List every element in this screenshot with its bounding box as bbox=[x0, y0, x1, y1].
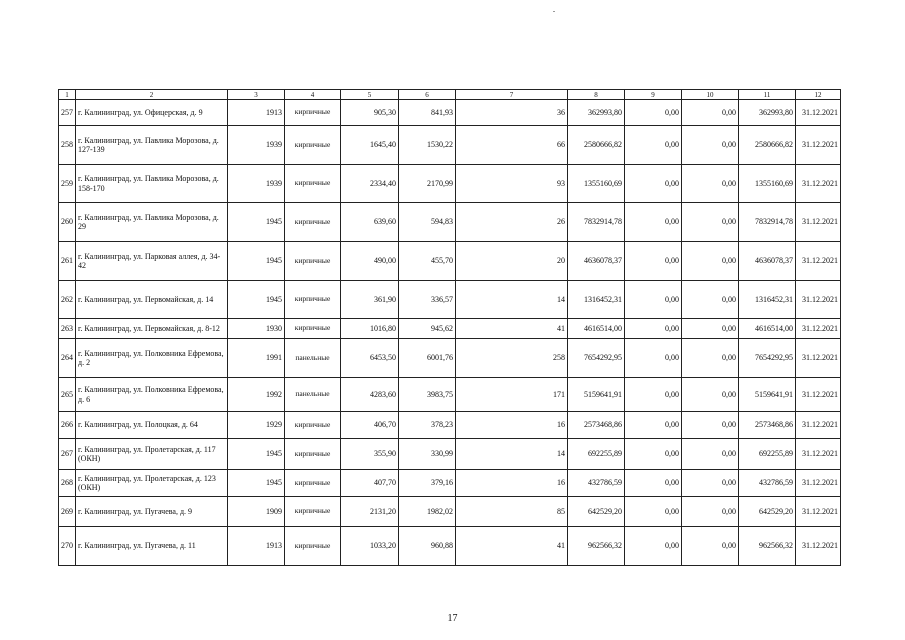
c11-cell: 5159641,91 bbox=[739, 378, 796, 412]
c11-cell: 4616514,00 bbox=[739, 319, 796, 339]
c6-cell: 455,70 bbox=[399, 242, 456, 281]
table-row bbox=[59, 126, 841, 165]
wall-material-cell: панельные bbox=[285, 378, 341, 412]
scan-speck bbox=[553, 11, 555, 12]
wall-material-cell: кирпичные bbox=[285, 470, 341, 497]
col-header: 1 bbox=[59, 90, 76, 100]
c8-cell: 4636078,37 bbox=[568, 242, 625, 281]
address-cell: г. Калининград, ул. Пугачева, д. 11 bbox=[76, 527, 228, 566]
c10-cell: 0,00 bbox=[682, 470, 739, 497]
row-number: 266 bbox=[59, 412, 76, 439]
date-cell: 31.12.2021 bbox=[796, 100, 841, 126]
c8-cell: 2580666,82 bbox=[568, 126, 625, 165]
c8-cell: 1316452,31 bbox=[568, 281, 625, 319]
table-row bbox=[59, 165, 841, 203]
row-number: 268 bbox=[59, 470, 76, 497]
c7-cell: 14 bbox=[456, 281, 568, 319]
c6-cell: 960,88 bbox=[399, 527, 456, 566]
wall-material-cell: кирпичные bbox=[285, 203, 341, 242]
table-row bbox=[59, 378, 841, 412]
year-cell: 1945 bbox=[228, 439, 285, 470]
c8-cell: 7832914,78 bbox=[568, 203, 625, 242]
wall-material-cell: кирпичные bbox=[285, 412, 341, 439]
year-cell: 1945 bbox=[228, 242, 285, 281]
address-cell: г. Калининград, ул. Пролетарская, д. 117 (ОКН) bbox=[76, 439, 228, 470]
c9-cell: 0,00 bbox=[625, 165, 682, 203]
c6-cell: 330,99 bbox=[399, 439, 456, 470]
c5-cell: 905,30 bbox=[341, 100, 399, 126]
c8-cell: 692255,89 bbox=[568, 439, 625, 470]
col-header: 2 bbox=[76, 90, 228, 100]
c5-cell: 361,90 bbox=[341, 281, 399, 319]
c7-cell: 258 bbox=[456, 339, 568, 378]
housing-register-table bbox=[58, 89, 841, 566]
year-cell: 1945 bbox=[228, 203, 285, 242]
address-cell: г. Калининград, ул. Пролетарская, д. 123 (ОКН) bbox=[76, 470, 228, 497]
col-header: 3 bbox=[228, 90, 285, 100]
c7-cell: 14 bbox=[456, 439, 568, 470]
address-cell: г. Калининград, ул. Офицерская, д. 9 bbox=[76, 100, 228, 126]
c11-cell: 7832914,78 bbox=[739, 203, 796, 242]
c5-cell: 490,00 bbox=[341, 242, 399, 281]
c5-cell: 407,70 bbox=[341, 470, 399, 497]
year-cell: 1945 bbox=[228, 281, 285, 319]
row-number: 257 bbox=[59, 100, 76, 126]
c6-cell: 379,16 bbox=[399, 470, 456, 497]
c5-cell: 4283,60 bbox=[341, 378, 399, 412]
year-cell: 1909 bbox=[228, 497, 285, 527]
c7-cell: 16 bbox=[456, 470, 568, 497]
c7-cell: 41 bbox=[456, 527, 568, 566]
address-cell: г. Калининград, ул. Павлика Морозова, д. 158-170 bbox=[76, 165, 228, 203]
col-header: 8 bbox=[568, 90, 625, 100]
c5-cell: 355,90 bbox=[341, 439, 399, 470]
c10-cell: 0,00 bbox=[682, 203, 739, 242]
c8-cell: 432786,59 bbox=[568, 470, 625, 497]
date-cell: 31.12.2021 bbox=[796, 126, 841, 165]
c11-cell: 1355160,69 bbox=[739, 165, 796, 203]
c8-cell: 362993,80 bbox=[568, 100, 625, 126]
c6-cell: 2170,99 bbox=[399, 165, 456, 203]
c7-cell: 85 bbox=[456, 497, 568, 527]
table-row bbox=[59, 281, 841, 319]
c10-cell: 0,00 bbox=[682, 100, 739, 126]
c5-cell: 1016,80 bbox=[341, 319, 399, 339]
c7-cell: 41 bbox=[456, 319, 568, 339]
page-number: 17 bbox=[447, 613, 458, 624]
wall-material-cell: панельные bbox=[285, 339, 341, 378]
date-cell: 31.12.2021 bbox=[796, 165, 841, 203]
c9-cell: 0,00 bbox=[625, 339, 682, 378]
c6-cell: 1530,22 bbox=[399, 126, 456, 165]
date-cell: 31.12.2021 bbox=[796, 378, 841, 412]
c9-cell: 0,00 bbox=[625, 412, 682, 439]
c9-cell: 0,00 bbox=[625, 281, 682, 319]
year-cell: 1945 bbox=[228, 470, 285, 497]
c11-cell: 362993,80 bbox=[739, 100, 796, 126]
table-row bbox=[59, 242, 841, 281]
c10-cell: 0,00 bbox=[682, 126, 739, 165]
c9-cell: 0,00 bbox=[625, 497, 682, 527]
date-cell: 31.12.2021 bbox=[796, 527, 841, 566]
c11-cell: 962566,32 bbox=[739, 527, 796, 566]
wall-material-cell: кирпичные bbox=[285, 281, 341, 319]
c9-cell: 0,00 bbox=[625, 100, 682, 126]
c9-cell: 0,00 bbox=[625, 242, 682, 281]
c10-cell: 0,00 bbox=[682, 281, 739, 319]
c9-cell: 0,00 bbox=[625, 439, 682, 470]
c8-cell: 2573468,86 bbox=[568, 412, 625, 439]
col-header: 9 bbox=[625, 90, 682, 100]
row-number: 267 bbox=[59, 439, 76, 470]
c11-cell: 4636078,37 bbox=[739, 242, 796, 281]
c7-cell: 36 bbox=[456, 100, 568, 126]
table-row bbox=[59, 319, 841, 339]
wall-material-cell: кирпичные bbox=[285, 319, 341, 339]
year-cell: 1992 bbox=[228, 378, 285, 412]
date-cell: 31.12.2021 bbox=[796, 203, 841, 242]
address-cell: г. Калининград, ул. Павлика Морозова, д. 127-139 bbox=[76, 126, 228, 165]
c7-cell: 171 bbox=[456, 378, 568, 412]
table-row bbox=[59, 100, 841, 126]
row-number: 262 bbox=[59, 281, 76, 319]
c7-cell: 66 bbox=[456, 126, 568, 165]
c10-cell: 0,00 bbox=[682, 439, 739, 470]
table-row bbox=[59, 527, 841, 566]
row-number: 265 bbox=[59, 378, 76, 412]
c7-cell: 16 bbox=[456, 412, 568, 439]
table-row bbox=[59, 203, 841, 242]
c6-cell: 1982,02 bbox=[399, 497, 456, 527]
c10-cell: 0,00 bbox=[682, 527, 739, 566]
c8-cell: 642529,20 bbox=[568, 497, 625, 527]
year-cell: 1929 bbox=[228, 412, 285, 439]
row-number: 261 bbox=[59, 242, 76, 281]
c7-cell: 93 bbox=[456, 165, 568, 203]
date-cell: 31.12.2021 bbox=[796, 439, 841, 470]
date-cell: 31.12.2021 bbox=[796, 497, 841, 527]
year-cell: 1939 bbox=[228, 165, 285, 203]
address-cell: г. Калининград, ул. Полоцкая, д. 64 bbox=[76, 412, 228, 439]
c6-cell: 378,23 bbox=[399, 412, 456, 439]
wall-material-cell: кирпичные bbox=[285, 439, 341, 470]
col-header: 7 bbox=[456, 90, 568, 100]
c7-cell: 20 bbox=[456, 242, 568, 281]
wall-material-cell: кирпичные bbox=[285, 242, 341, 281]
c8-cell: 7654292,95 bbox=[568, 339, 625, 378]
c11-cell: 2573468,86 bbox=[739, 412, 796, 439]
table-row bbox=[59, 497, 841, 527]
c6-cell: 3983,75 bbox=[399, 378, 456, 412]
year-cell: 1913 bbox=[228, 100, 285, 126]
c11-cell: 432786,59 bbox=[739, 470, 796, 497]
c9-cell: 0,00 bbox=[625, 203, 682, 242]
col-header: 5 bbox=[341, 90, 399, 100]
c7-cell: 26 bbox=[456, 203, 568, 242]
c9-cell: 0,00 bbox=[625, 378, 682, 412]
c9-cell: 0,00 bbox=[625, 470, 682, 497]
c6-cell: 945,62 bbox=[399, 319, 456, 339]
c5-cell: 1033,20 bbox=[341, 527, 399, 566]
wall-material-cell: кирпичные bbox=[285, 497, 341, 527]
c10-cell: 0,00 bbox=[682, 378, 739, 412]
year-cell: 1991 bbox=[228, 339, 285, 378]
row-number: 269 bbox=[59, 497, 76, 527]
c8-cell: 1355160,69 bbox=[568, 165, 625, 203]
address-cell: г. Калининград, ул. Полковника Ефремова, д. 6 bbox=[76, 378, 228, 412]
c10-cell: 0,00 bbox=[682, 242, 739, 281]
col-header: 6 bbox=[399, 90, 456, 100]
table-row bbox=[59, 412, 841, 439]
c5-cell: 406,70 bbox=[341, 412, 399, 439]
c10-cell: 0,00 bbox=[682, 165, 739, 203]
date-cell: 31.12.2021 bbox=[796, 470, 841, 497]
c8-cell: 5159641,91 bbox=[568, 378, 625, 412]
c5-cell: 6453,50 bbox=[341, 339, 399, 378]
c9-cell: 0,00 bbox=[625, 126, 682, 165]
row-number: 258 bbox=[59, 126, 76, 165]
date-cell: 31.12.2021 bbox=[796, 339, 841, 378]
address-cell: г. Калининград, ул. Павлика Морозова, д. 29 bbox=[76, 203, 228, 242]
year-cell: 1939 bbox=[228, 126, 285, 165]
row-number: 270 bbox=[59, 527, 76, 566]
date-cell: 31.12.2021 bbox=[796, 242, 841, 281]
c11-cell: 2580666,82 bbox=[739, 126, 796, 165]
address-cell: г. Калининград, ул. Первомайская, д. 14 bbox=[76, 281, 228, 319]
c6-cell: 594,83 bbox=[399, 203, 456, 242]
c9-cell: 0,00 bbox=[625, 527, 682, 566]
column-number-row bbox=[59, 90, 841, 100]
row-number: 263 bbox=[59, 319, 76, 339]
c11-cell: 692255,89 bbox=[739, 439, 796, 470]
c5-cell: 639,60 bbox=[341, 203, 399, 242]
wall-material-cell: кирпичные bbox=[285, 165, 341, 203]
c6-cell: 336,57 bbox=[399, 281, 456, 319]
c5-cell: 2131,20 bbox=[341, 497, 399, 527]
wall-material-cell: кирпичные bbox=[285, 527, 341, 566]
table-row bbox=[59, 339, 841, 378]
col-header: 4 bbox=[285, 90, 341, 100]
c8-cell: 962566,32 bbox=[568, 527, 625, 566]
wall-material-cell: кирпичные bbox=[285, 100, 341, 126]
c11-cell: 1316452,31 bbox=[739, 281, 796, 319]
year-cell: 1930 bbox=[228, 319, 285, 339]
date-cell: 31.12.2021 bbox=[796, 412, 841, 439]
row-number: 259 bbox=[59, 165, 76, 203]
address-cell: г. Калининград, ул. Первомайская, д. 8-12 bbox=[76, 319, 228, 339]
address-cell: г. Калининград, ул. Парковая аллея, д. 34-42 bbox=[76, 242, 228, 281]
year-cell: 1913 bbox=[228, 527, 285, 566]
c10-cell: 0,00 bbox=[682, 319, 739, 339]
date-cell: 31.12.2021 bbox=[796, 319, 841, 339]
c6-cell: 841,93 bbox=[399, 100, 456, 126]
wall-material-cell: кирпичные bbox=[285, 126, 341, 165]
col-header: 12 bbox=[796, 90, 841, 100]
c10-cell: 0,00 bbox=[682, 339, 739, 378]
c5-cell: 2334,40 bbox=[341, 165, 399, 203]
c11-cell: 7654292,95 bbox=[739, 339, 796, 378]
c6-cell: 6001,76 bbox=[399, 339, 456, 378]
col-header: 11 bbox=[739, 90, 796, 100]
c10-cell: 0,00 bbox=[682, 412, 739, 439]
date-cell: 31.12.2021 bbox=[796, 281, 841, 319]
c5-cell: 1645,40 bbox=[341, 126, 399, 165]
address-cell: г. Калининград, ул. Полковника Ефремова, д. 2 bbox=[76, 339, 228, 378]
c10-cell: 0,00 bbox=[682, 497, 739, 527]
col-header: 10 bbox=[682, 90, 739, 100]
row-number: 264 bbox=[59, 339, 76, 378]
row-number: 260 bbox=[59, 203, 76, 242]
c11-cell: 642529,20 bbox=[739, 497, 796, 527]
table-row bbox=[59, 439, 841, 470]
c8-cell: 4616514,00 bbox=[568, 319, 625, 339]
c9-cell: 0,00 bbox=[625, 319, 682, 339]
address-cell: г. Калининград, ул. Пугачева, д. 9 bbox=[76, 497, 228, 527]
table-row bbox=[59, 470, 841, 497]
